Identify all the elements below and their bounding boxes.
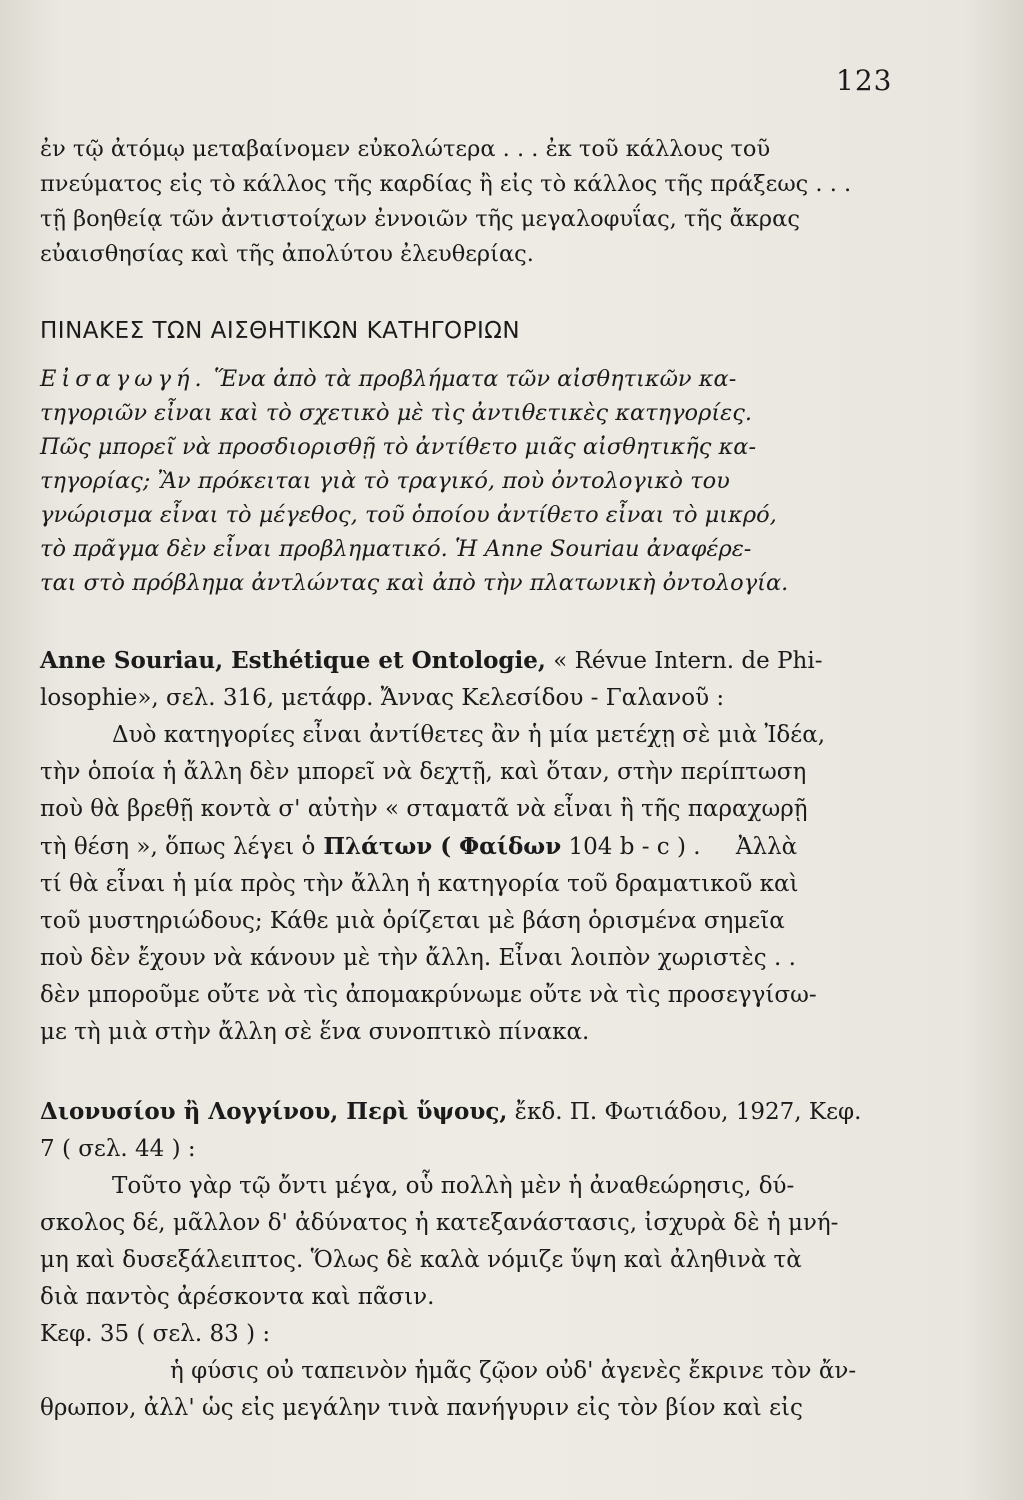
- text-line: τηγοριῶν εἶναι καὶ τὸ σχετικὸ μὲ τὶς ἀντιθετικὲς κατηγορίες.: [40, 400, 752, 426]
- reference-source-cont: 7 ( σελ. 44 ) :: [40, 1136, 196, 1162]
- quote-line: ποὺ δὲν ἔχουν νὰ κάνουν μὲ τὴν ἄλλη. Εἶναι λοιπὸν χωριστὲς . .: [40, 945, 796, 971]
- quote-line: θρωπον, ἀλλ' ὡς εἰς μεγάλην τινὰ πανήγυριν εἰς τὸν βίον καὶ εἰς: [40, 1395, 803, 1421]
- chapter-reference: Κεφ. 35 ( σελ. 83 ) :: [40, 1321, 271, 1347]
- section-heading: ΠΙΝΑΚΕΣ ΤΩΝ ΑΙΣΘΗΤΙΚΩΝ ΚΑΤΗΓΟΡΙΩΝ: [40, 318, 521, 344]
- quote-line: Τοῦτο γὰρ τῷ ὄντι μέγα, οὗ πολλὴ μὲν ἡ ἀναθεώρησις, δύ-: [112, 1173, 795, 1199]
- quote-line: ποὺ θὰ βρεθῇ κοντὰ σ' αὐτὴν « σταματᾶ νὰ εἶναι ἢ τῆς παραχωρῇ: [40, 796, 808, 822]
- reference-souriau: [40, 642, 910, 1051]
- text-line: Ἕνα ἀπὸ τὰ προβλήματα τῶν αἰσθητικῶν κα-: [206, 366, 737, 392]
- quote-line: μη καὶ δυσεξάλειπτος. Ὅλως δὲ καλὰ νόμιζε ὕψη καὶ ἀληθινὰ τὰ: [40, 1247, 802, 1273]
- reference-source-cont: losophie», σελ. 316, μετάφρ. Ἄννας Κελεσίδου - Γαλανοῦ :: [40, 685, 725, 711]
- introduction-label: Εἰσαγωγή.: [40, 366, 207, 392]
- quote-word: Ἀλλὰ: [728, 834, 798, 860]
- text-line: εὐαισθησίας καὶ τῆς ἀπολύτου ἐλευθερίας.: [40, 241, 534, 267]
- quote-line: με τὴ μιὰ στὴν ἄλλη σὲ ἕνα συνοπτικὸ πίνακα.: [40, 1019, 590, 1045]
- reference-author: Anne Souriau, Esthétique et Ontologie,: [40, 647, 546, 674]
- text-line: τὸ πρᾶγμα δὲν εἶναι προβληματικό. Ἡ Anne Souriau ἀναφέρε-: [40, 536, 752, 562]
- quote-line: τὴ θέση », ὅπως λέγει ὁ: [40, 834, 316, 860]
- text-line: Πῶς μπορεῖ νὰ προσδιορισθῇ τὸ ἀντίθετο μιᾶς αἰσθητικῆς κα-: [40, 434, 757, 460]
- text-line: γνώρισμα εἶναι τὸ μέγεθος, τοῦ ὁποίου ἀντίθετο εἶναι τὸ μικρό,: [40, 502, 777, 528]
- text-line: ἐν τῷ ἀτόμῳ μεταβαίνομεν εὐκολώτερα . . . ἐκ τοῦ κάλλους τοῦ: [40, 136, 771, 162]
- quote-line: τὴν ὁποία ἡ ἄλλη δὲν μπορεῖ νὰ δεχτῇ, καὶ ὅταν, στὴν περίπτωση: [40, 759, 807, 785]
- introduction-paragraph: [40, 362, 910, 600]
- quote-line: διὰ παντὸς ἀρέσκοντα καὶ πᾶσιν.: [40, 1284, 435, 1310]
- quote-line: δὲν μποροῦμε οὔτε νὰ τὶς ἀπομακρύνωμε οὔτε νὰ τὶς προσεγγίσω-: [40, 982, 817, 1008]
- intro-paragraph: [40, 132, 910, 272]
- quote-line: τί θὰ εἶναι ἡ μία πρὸς τὴν ἄλλη ἡ κατηγορία τοῦ δραματικοῦ καὶ: [40, 871, 799, 897]
- reference-author: Διονυσίου ἢ Λογγίνου, Περὶ ὕψους,: [40, 1098, 508, 1125]
- quote-line: τοῦ μυστηριώδους; Κάθε μιὰ ὁρίζεται μὲ βάση ὁρισμένα σημεῖα: [40, 908, 785, 934]
- quote-line: σκολος δέ, μᾶλλον δ' ἀδύνατος ἡ κατεξανάστασις, ἰσχυρὰ δὲ ἡ μνή-: [40, 1210, 839, 1236]
- quote-line: ἡ φύσις οὐ ταπεινὸν ἡμᾶς ζῷον οὐδ' ἀγενὲς ἔκρινε τὸν ἄν-: [170, 1358, 857, 1384]
- text-line: ται στὸ πρόβλημα ἀντλώντας καὶ ἀπὸ τὴν πλατωνικὴ ὀντολογία.: [40, 570, 789, 596]
- page-content: [40, 132, 910, 1427]
- text-line: τῇ βοηθείᾳ τῶν ἀντιστοίχων ἐννοιῶν τῆς μεγαλοφυΐας, τῆς ἄκρας: [40, 206, 800, 232]
- text-line: πνεύματος εἰς τὸ κάλλος τῆς καρδίας ἢ εἰς τὸ κάλλος τῆς πράξεως . . .: [40, 171, 852, 197]
- page-number: 123: [836, 64, 893, 97]
- reference-source: « Révue Intern. de Phi-: [545, 648, 823, 674]
- text-line: τηγορίας; Ἂν πρόκειται γιὰ τὸ τραγικό, ποὺ ὀντολογικὸ του: [40, 468, 730, 494]
- reference-source: ἔκδ. Π. Φωτιάδου, 1927, Κεφ.: [507, 1099, 862, 1125]
- quote-line: Δυὸ κατηγορίες εἶναι ἀντίθετες ἂν ἡ μία μετέχῃ σὲ μιὰ Ἰδέα,: [112, 722, 826, 748]
- plato-ref: 104 b - c ) .: [561, 834, 701, 860]
- plato-citation: Πλάτων ( Φαίδων: [315, 833, 562, 860]
- reference-longinus: [40, 1093, 910, 1427]
